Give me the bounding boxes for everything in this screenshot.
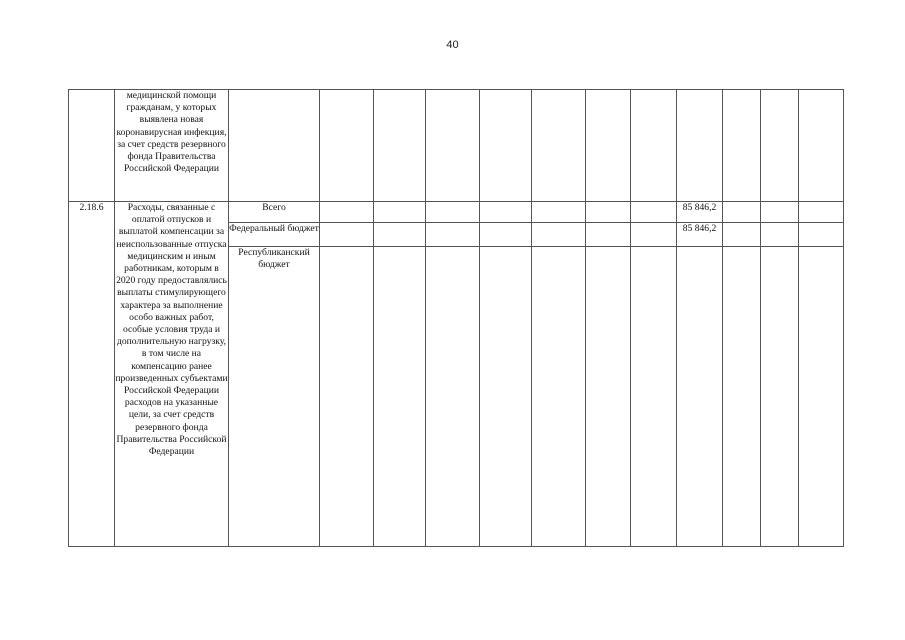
value-cell [631, 247, 677, 547]
value-cell [426, 247, 480, 547]
value-cell [799, 223, 844, 247]
value-cell [374, 90, 426, 202]
source-cell [229, 90, 320, 202]
value-cell [480, 247, 532, 547]
value-cell [586, 90, 631, 202]
value-cell [320, 223, 374, 247]
value-cell [426, 223, 480, 247]
value-cell [723, 90, 761, 202]
value-cell [631, 90, 677, 202]
value-cell [761, 202, 799, 223]
value-republican [677, 247, 723, 547]
value-cell [374, 223, 426, 247]
value-cell [723, 202, 761, 223]
value-cell [426, 90, 480, 202]
value-cell [761, 247, 799, 547]
value-federal: 85 846,2 [677, 223, 723, 247]
continuation-description: медицинской помощи гражданам, у которых выявлена новая коронавирусная инфекция, за счет средств резервного фонда Правительства Российской Федерации [115, 90, 229, 202]
value-cell [532, 202, 586, 223]
row-number-cell [69, 90, 115, 202]
value-cell [532, 90, 586, 202]
value-cell [480, 202, 532, 223]
source-label-total: Всего [229, 202, 320, 223]
item-description: Расходы, связанные с оплатой отпусков и выплатой компенсации за неиспользованные отпуска медицинским и иным работникам, которым в 2020 году предоставлялись выплаты стимулирующего характера за выполнение особо важных работ, особые условия труда и дополнительную нагрузку, в том числе на компенсацию ранее произведенных субъектами Российской Федерации расходов на указанные цели, за счет средств резервного фонда Правительства Российской Федерации [115, 202, 229, 547]
budget-table [68, 89, 844, 547]
value-cell [374, 247, 426, 547]
value-cell [677, 90, 723, 202]
value-cell [723, 223, 761, 247]
value-cell [799, 90, 844, 202]
value-cell [480, 223, 532, 247]
value-cell [320, 202, 374, 223]
page-number: 40 [446, 39, 459, 51]
value-cell [426, 202, 480, 223]
value-cell [586, 223, 631, 247]
value-cell [320, 247, 374, 547]
value-cell [631, 202, 677, 223]
source-label-republican: Республиканский бюджет [229, 247, 320, 547]
table-row-continuation [69, 90, 844, 202]
value-cell [532, 247, 586, 547]
value-cell [374, 202, 426, 223]
value-total: 85 846,2 [677, 202, 723, 223]
value-cell [761, 223, 799, 247]
value-cell [586, 202, 631, 223]
value-cell [631, 223, 677, 247]
value-cell [320, 90, 374, 202]
value-cell [761, 90, 799, 202]
item-number: 2.18.6 [69, 202, 115, 547]
value-cell [723, 247, 761, 547]
value-cell [799, 202, 844, 223]
value-cell [799, 247, 844, 547]
value-cell [532, 223, 586, 247]
table-row-total [69, 202, 844, 223]
value-cell [480, 90, 532, 202]
value-cell [586, 247, 631, 547]
source-label-federal: Федеральный бюджет [229, 223, 320, 247]
